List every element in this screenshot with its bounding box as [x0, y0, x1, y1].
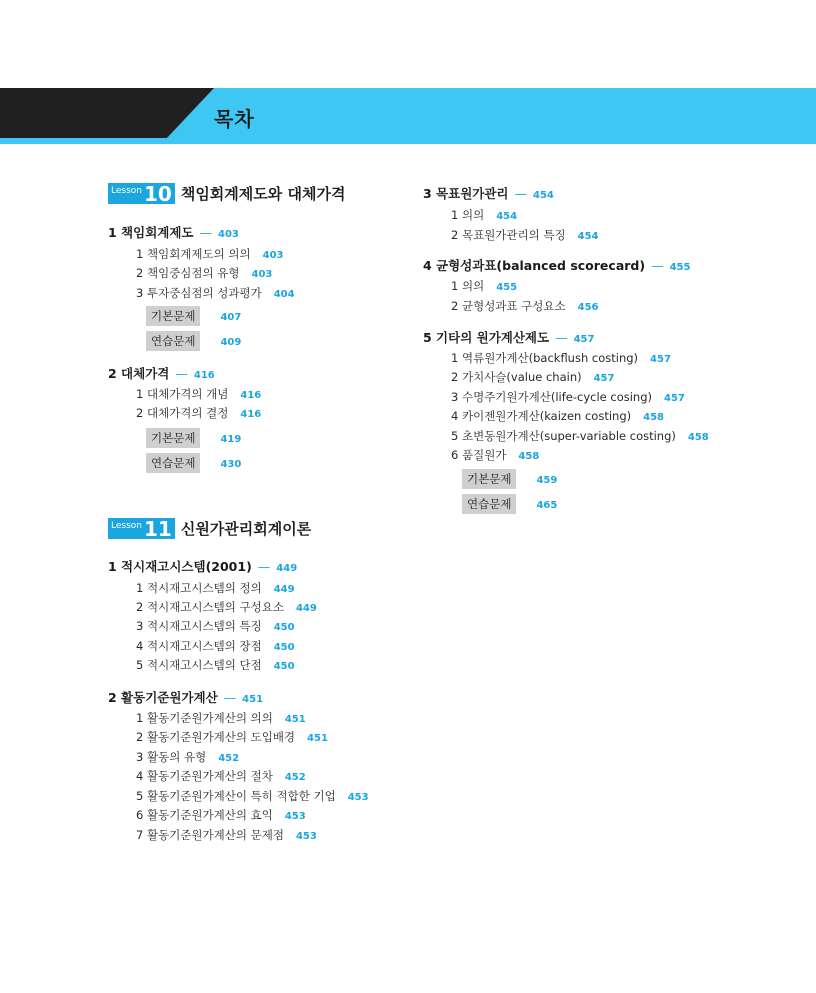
toc-item[interactable]	[451, 389, 685, 405]
page-number: 404	[273, 289, 295, 300]
toc-item[interactable]	[451, 447, 539, 463]
toc-item[interactable]	[136, 657, 295, 673]
box-label: 기본문제	[146, 428, 200, 448]
page-number: 459	[536, 475, 558, 486]
toc-item[interactable]	[451, 408, 664, 424]
page-number: 454	[496, 211, 518, 222]
toc-item[interactable]	[136, 386, 261, 402]
toc-item[interactable]	[136, 749, 239, 765]
dash: —	[199, 225, 212, 240]
section-title: 3 목표원가관리	[423, 186, 509, 201]
page-number: 450	[273, 642, 295, 653]
page-number: 416	[240, 409, 262, 420]
lesson-word: Lesson	[111, 521, 142, 531]
section-title: 2 대체가격	[108, 366, 170, 381]
item-label: 2 활동기준원가계산의 도입배경	[136, 730, 296, 744]
toc-section[interactable]	[423, 184, 554, 202]
item-label: 2 목표원가관리의 특징	[451, 228, 566, 242]
practice-problems-link[interactable]	[462, 493, 557, 514]
page-number: 449	[273, 584, 295, 595]
page-number: 452	[284, 772, 306, 783]
basic-problems-link[interactable]	[146, 427, 241, 448]
box-label: 연습문제	[146, 331, 200, 351]
lesson-badge	[108, 183, 175, 204]
page-number: 452	[218, 753, 240, 764]
box-label: 연습문제	[146, 453, 200, 473]
page-number: 455	[669, 262, 691, 273]
toc-item[interactable]	[136, 405, 261, 421]
item-label: 3 투자중심점의 성과평가	[136, 286, 262, 300]
item-label: 1 의의	[451, 208, 485, 222]
page-number: 453	[347, 792, 369, 803]
page-number: 403	[218, 229, 239, 240]
practice-problems-link[interactable]	[146, 452, 241, 473]
item-label: 2 균형성과표 구성요소	[451, 299, 566, 313]
item-label: 1 의의	[451, 279, 485, 293]
dash: —	[257, 559, 271, 574]
lesson-title: 신원가관리회계이론	[180, 520, 312, 538]
page-number: 453	[295, 831, 317, 842]
page-number: 451	[242, 694, 264, 705]
section-title: 2 활동기준원가계산	[108, 690, 218, 705]
page-number: 457	[664, 393, 685, 404]
item-label: 6 품질원가	[451, 448, 507, 462]
page-number: 458	[643, 412, 664, 423]
item-label: 1 대체가격의 개념	[136, 387, 229, 401]
page-number: 457	[650, 354, 671, 365]
page-number: 407	[220, 312, 242, 323]
box-label: 연습문제	[462, 494, 516, 514]
toc-section[interactable]	[108, 223, 239, 241]
page-number: 430	[220, 459, 242, 470]
basic-problems-link[interactable]	[146, 305, 241, 326]
page-number: 403	[262, 250, 284, 261]
page-number: 455	[496, 282, 518, 293]
dash: —	[651, 258, 664, 273]
basic-problems-link[interactable]	[462, 468, 557, 489]
dash: —	[555, 330, 568, 345]
lesson-word: Lesson	[111, 186, 142, 196]
page-number: 454	[533, 190, 554, 201]
item-label: 4 카이젠원가계산(kaizen costing)	[451, 409, 632, 423]
item-label: 3 적시재고시스템의 특징	[136, 619, 262, 633]
page-number: 416	[193, 370, 215, 381]
lesson-11-heading	[108, 518, 311, 539]
item-label: 5 적시재고시스템의 단점	[136, 658, 262, 672]
page-number: 451	[307, 733, 328, 744]
toc-section[interactable]	[108, 557, 297, 575]
toc-item[interactable]	[136, 788, 369, 804]
item-label: 6 활동기준원가계산의 효익	[136, 808, 273, 822]
page-number: 458	[518, 451, 540, 462]
page-number: 458	[687, 432, 709, 443]
toc-item[interactable]	[136, 638, 295, 654]
item-label: 5 초변동원가계산(super-variable costing)	[451, 429, 676, 443]
page-number: 409	[220, 337, 242, 348]
dash: —	[175, 366, 188, 381]
page-number: 403	[251, 269, 273, 280]
box-label: 기본문제	[462, 469, 516, 489]
item-label: 2 책임중심점의 유형	[136, 266, 240, 280]
page-number: 457	[573, 334, 595, 345]
item-label: 7 활동기준원가계산의 문제점	[136, 828, 284, 842]
box-label: 기본문제	[146, 306, 200, 326]
page-number: 416	[240, 390, 262, 401]
page-number: 456	[577, 302, 599, 313]
item-label: 2 가치사슬(value chain)	[451, 370, 582, 384]
item-label: 1 적시재고시스템의 정의	[136, 581, 262, 595]
item-label: 1 역류원가계산(backflush costing)	[451, 351, 639, 365]
toc-item[interactable]	[136, 246, 283, 262]
item-label: 2 대체가격의 결정	[136, 406, 229, 420]
section-title: 1 책임회계제도	[108, 225, 194, 240]
item-label: 4 활동기준원가계산의 절차	[136, 769, 273, 783]
section-title: 1 적시재고시스템(2001)	[108, 559, 252, 574]
practice-problems-link[interactable]	[146, 330, 241, 351]
toc-item[interactable]	[136, 265, 272, 281]
page-number: 419	[220, 434, 242, 445]
lesson-10-heading	[108, 183, 345, 204]
lesson-number: 10	[143, 182, 172, 206]
page-number: 450	[273, 622, 295, 633]
toc-item[interactable]	[451, 278, 517, 294]
item-label: 4 적시재고시스템의 장점	[136, 639, 262, 653]
toc-item[interactable]	[451, 428, 709, 444]
page-number: 457	[593, 373, 615, 384]
page-number: 453	[284, 811, 306, 822]
toc-item[interactable]	[136, 827, 317, 843]
page-number: 465	[536, 500, 558, 511]
page-title: 목차	[214, 107, 255, 131]
lesson-number: 11	[143, 517, 172, 541]
toc-item[interactable]	[451, 369, 614, 385]
toc-item[interactable]	[136, 580, 295, 596]
toc-item[interactable]	[136, 710, 306, 726]
page-number: 454	[577, 231, 599, 242]
toc-item[interactable]	[451, 207, 517, 223]
item-label: 5 활동기준원가계산이 특히 적합한 기업	[136, 789, 336, 803]
toc-item[interactable]	[136, 285, 295, 301]
toc-item[interactable]	[136, 768, 306, 784]
item-label: 3 활동의 유형	[136, 750, 207, 764]
dash: —	[223, 690, 237, 705]
item-label: 1 책임회계제도의 의의	[136, 247, 251, 261]
toc-section[interactable]	[108, 364, 215, 382]
lesson-badge	[108, 518, 175, 539]
section-title: 4 균형성과표(balanced scorecard)	[423, 258, 646, 273]
page-number: 450	[273, 661, 295, 672]
toc-item[interactable]	[136, 599, 317, 615]
page-number: 449	[276, 563, 298, 574]
item-label: 3 수명주기원가계산(life-cycle cosing)	[451, 390, 652, 404]
item-label: 2 적시재고시스템의 구성요소	[136, 600, 284, 614]
dash: —	[514, 186, 527, 201]
toc-item[interactable]	[451, 298, 598, 314]
item-label: 1 활동기준원가계산의 의의	[136, 711, 273, 725]
page-number: 451	[284, 714, 306, 725]
toc-item[interactable]	[136, 729, 328, 745]
toc-item[interactable]	[451, 350, 671, 366]
toc-section[interactable]	[108, 688, 263, 706]
page-number: 449	[295, 603, 317, 614]
toc-section[interactable]	[423, 256, 690, 274]
toc-item[interactable]	[136, 807, 306, 823]
toc-item[interactable]	[136, 618, 295, 634]
lesson-title: 책임회계제도와 대체가격	[180, 185, 346, 203]
toc-section[interactable]	[423, 328, 594, 346]
section-title: 5 기타의 원가계산제도	[423, 330, 550, 345]
toc-item[interactable]	[451, 227, 598, 243]
